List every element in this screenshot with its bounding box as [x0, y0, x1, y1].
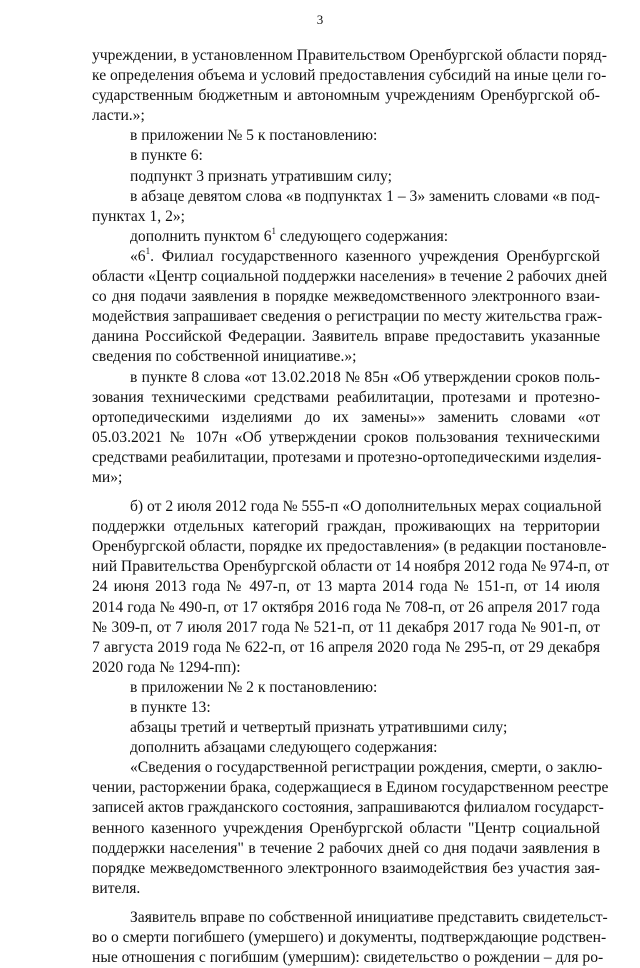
text-line-main: № 309-п, от 7 июля 2017 года № 521-п, от 11 декабря 2017 года № 901-п, от: [92, 618, 600, 636]
text-line: [92, 879, 600, 899]
text-line: [92, 287, 600, 307]
text-line-main: ласти.»;: [92, 107, 145, 125]
text-line-main: ми»;: [92, 468, 123, 486]
text-line: [92, 146, 600, 166]
text-line-main: сведения по собственной инициативе.»;: [92, 348, 357, 366]
text-line: [92, 428, 600, 448]
text-line: [92, 187, 600, 207]
text-line: [92, 497, 600, 517]
text-line-main: со дня подачи заявления в порядке межведомственного электронного взаи-: [92, 288, 600, 306]
text-line-main: дополнить пунктом 6: [130, 227, 272, 245]
text-line-main: записей актов гражданского состояния, запрашиваются филиалом государст-: [92, 799, 604, 817]
text-line: [92, 106, 600, 126]
text-line: [92, 227, 600, 247]
text-line-main: в пункте 6:: [130, 147, 203, 165]
text-line: [92, 678, 600, 698]
text-line-main: поддержки отдельных категорий граждан, проживающих на территории: [92, 518, 600, 536]
text-line: [92, 448, 600, 468]
text-line-main: модействия запрашивает сведения о регистрации по месту жительства граж-: [92, 308, 603, 326]
text-line: [92, 557, 610, 577]
text-line-main: области «Центр социальной поддержки населения» в течение 2 рабочих дней: [92, 268, 608, 286]
text-line-main: 2020 года № 1294-пп):: [92, 658, 241, 676]
text-line-main: Оренбургской области, порядке их предоставления» (в редакции постановле-: [92, 538, 607, 556]
text-line-main: сударственным бюджетным и автономным учреждениям Оренбургской об-: [92, 87, 600, 105]
text-line: [92, 839, 600, 859]
text-line: [92, 598, 600, 618]
text-line: [92, 126, 600, 146]
text-line: [92, 577, 600, 597]
text-line-main: во о смерти погибшего (умершего) и документы, подтверждающие родствен-: [92, 929, 607, 947]
text-line-main: дополнить абзацами следующего содержания:: [130, 739, 438, 757]
text-line: [92, 347, 600, 367]
text-line-main: Заявитель вправе по собственной инициативе представить свидетельст-: [130, 908, 608, 926]
text-line: [92, 758, 603, 778]
text-line-main: ке определения объема и условий предоставления субсидий на иные цели го-: [92, 67, 607, 85]
superscript: 1: [145, 245, 151, 256]
text-line-continuation: следующего содержания:: [276, 227, 449, 245]
text-line-main: «Сведения о государственной регистрации рождения, смерти, о заклю-: [130, 759, 603, 777]
text-line-main: вителя.: [92, 879, 141, 897]
text-line: [92, 307, 603, 327]
text-line-main: в пункте 13:: [130, 699, 211, 716]
text-line-continuation: . Филиал государственного казенного учреждения Оренбургской: [150, 247, 600, 265]
page-number: 3: [316, 12, 324, 27]
text-line: [92, 928, 607, 948]
text-line-main: 7 августа 2019 года № 622-п, от 16 апреля 2020 года № 295-п, от 29 декабря: [92, 638, 600, 656]
superscript: 1: [271, 225, 276, 236]
text-line: [92, 368, 600, 388]
text-line-main: учреждении, в установленном Правительством Оренбургской области поряд-: [92, 47, 607, 64]
text-line: [92, 778, 609, 798]
text-line: [92, 267, 608, 287]
text-line-main: 05.03.2021 № 107н «Об утверждении сроков пользования техническими: [92, 428, 600, 446]
text-line-main: абзацы третий и четвертый признать утратившими силу;: [130, 719, 508, 737]
text-line-main: пунктах 1, 2»;: [92, 207, 185, 225]
text-line-main: в приложении № 5 к постановлению:: [130, 127, 378, 145]
text-line: [92, 718, 600, 738]
text-line-main: венного казенного учреждения Оренбургской области "Центр социальной: [92, 819, 600, 837]
text-line-main: порядке межведомственного электронного взаимодействия без участия зая-: [92, 859, 600, 877]
text-line: [92, 948, 604, 968]
text-line-main: подпункт 3 признать утратившим силу;: [130, 167, 392, 185]
text-line: [92, 638, 600, 658]
text-line-main: зования техническими средствами реабилитации, протезами и протезно-: [92, 388, 600, 406]
document-body: [92, 46, 610, 968]
text-line-main: данина Российской Федерации. Заявитель вправе предоставить указанные: [92, 328, 600, 346]
text-line: [92, 698, 600, 718]
text-line-main: ортопедическими изделиями до их замены»» заменить словами «от: [92, 408, 600, 426]
text-line-main: 24 июня 2013 года № 497-п, от 13 марта 2014 года № 151-п, от 14 июля: [92, 578, 600, 596]
text-line-main: чении, расторжении брака, содержащиеся в Едином государственном реестре: [92, 779, 609, 797]
text-line: [92, 388, 600, 408]
text-line: [92, 618, 600, 638]
text-line-main: ний Правительства Оренбургской области от 14 ноября 2012 года № 974-п, от: [92, 558, 610, 576]
text-line-main: ные отношения с погибшим (умершим): свидетельство о рождении – для ро-: [92, 949, 604, 967]
text-line: [92, 517, 600, 537]
text-line-main: в пункте 8 слова «от 13.02.2018 № 85н «Об утверждении сроков поль-: [130, 368, 600, 386]
text-line-main: 2014 года № 490-п, от 17 октября 2016 года № 708-п, от 26 апреля 2017 года: [92, 598, 600, 616]
text-line: [92, 537, 607, 557]
text-line: [92, 468, 600, 488]
text-line: [92, 798, 604, 818]
text-line-main: б) от 2 июля 2012 года № 555-п «О дополнительных мерах социальной: [130, 498, 602, 516]
text-line: [92, 819, 600, 839]
text-line: [92, 247, 600, 267]
text-line-main: в приложении № 2 к постановлению:: [130, 678, 378, 696]
text-line: [92, 66, 607, 86]
text-line-main: «6: [130, 247, 146, 265]
text-line-main: в абзаце девятом слова «в подпунктах 1 – 3» заменить словами «в под-: [130, 187, 600, 205]
text-line: [92, 408, 600, 428]
text-line: [92, 207, 600, 227]
text-line: [92, 908, 608, 928]
text-line: [92, 658, 600, 678]
text-line: [92, 167, 600, 187]
text-line-main: средствами реабилитации, протезами и протезно-ортопедическими изделия-: [92, 448, 602, 466]
text-line-main: поддержки населения" в течение 2 рабочих дней со дня подачи заявления в: [92, 839, 600, 857]
text-line: [92, 738, 600, 758]
text-line: [92, 86, 600, 106]
text-line: [92, 327, 600, 347]
text-line: [92, 859, 600, 879]
text-line: [92, 46, 607, 66]
